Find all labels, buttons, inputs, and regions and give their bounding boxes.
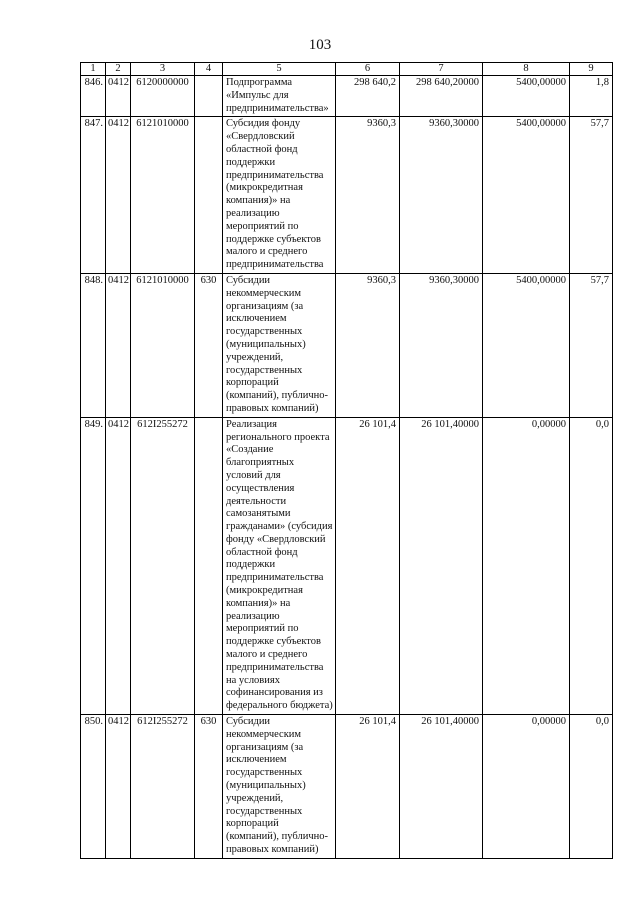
item-name: Субсидия фонду «Свердловский областной фонд поддержки предпринимательства (микрокредитная компания)» на реализацию мероприятий по поддержке субъектов малого и среднего предпринимательства bbox=[223, 117, 336, 274]
column-header: 5 bbox=[223, 63, 336, 76]
column-header: 6 bbox=[336, 63, 400, 76]
section-code: 0412 bbox=[106, 715, 131, 859]
execution-percent: 57,7 bbox=[570, 273, 613, 417]
column-header: 1 bbox=[81, 63, 106, 76]
target-article-code: 612I255272 bbox=[131, 715, 195, 859]
table-row bbox=[81, 273, 613, 417]
row-number: 848. bbox=[81, 273, 106, 417]
approved-amount: 26 101,4 bbox=[336, 715, 400, 859]
planned-amount: 9360,30000 bbox=[400, 273, 483, 417]
target-article-code: 6121010000 bbox=[131, 117, 195, 274]
table-row bbox=[81, 117, 613, 274]
header-row bbox=[81, 63, 613, 76]
column-header: 9 bbox=[570, 63, 613, 76]
row-number: 850. bbox=[81, 715, 106, 859]
budget-table bbox=[80, 62, 613, 859]
planned-amount: 26 101,40000 bbox=[400, 715, 483, 859]
expense-type-code: 630 bbox=[195, 273, 223, 417]
table-row bbox=[81, 417, 613, 714]
executed-amount: 5400,00000 bbox=[483, 117, 570, 274]
approved-amount: 298 640,2 bbox=[336, 76, 400, 117]
executed-amount: 0,00000 bbox=[483, 417, 570, 714]
execution-percent: 0,0 bbox=[570, 417, 613, 714]
section-code: 0412 bbox=[106, 117, 131, 274]
table-row bbox=[81, 715, 613, 859]
execution-percent: 57,7 bbox=[570, 117, 613, 274]
section-code: 0412 bbox=[106, 417, 131, 714]
column-header: 7 bbox=[400, 63, 483, 76]
row-number: 849. bbox=[81, 417, 106, 714]
item-name: Реализация регионального проекта «Создание благоприятных условий для осуществления деятельности самозанятыми гражданами» (субсидия фонду «Свердловский областной фонд поддержки предпринимательства (микрокредитная компания)» на реализацию мероприятий по поддержке субъектов малого и среднего предпринимательства на условиях софинансирования из федерального бюджета) bbox=[223, 417, 336, 714]
column-header: 8 bbox=[483, 63, 570, 76]
item-name: Подпрограмма «Импульс для предпринимательства» bbox=[223, 76, 336, 117]
item-name: Субсидии некоммерческим организациям (за исключением государственных (муниципальных) учреждений, государственных корпораций (компаний), публично-правовых компаний) bbox=[223, 715, 336, 859]
expense-type-code bbox=[195, 417, 223, 714]
column-header: 4 bbox=[195, 63, 223, 76]
executed-amount: 5400,00000 bbox=[483, 273, 570, 417]
section-code: 0412 bbox=[106, 273, 131, 417]
expense-type-code bbox=[195, 76, 223, 117]
row-number: 846. bbox=[81, 76, 106, 117]
executed-amount: 0,00000 bbox=[483, 715, 570, 859]
execution-percent: 1,8 bbox=[570, 76, 613, 117]
approved-amount: 9360,3 bbox=[336, 273, 400, 417]
expense-type-code: 630 bbox=[195, 715, 223, 859]
planned-amount: 298 640,20000 bbox=[400, 76, 483, 117]
item-name: Субсидии некоммерческим организациям (за исключением государственных (муниципальных) учреждений, государственных корпораций (компаний), публично-правовых компаний) bbox=[223, 273, 336, 417]
column-header: 2 bbox=[106, 63, 131, 76]
planned-amount: 9360,30000 bbox=[400, 117, 483, 274]
execution-percent: 0,0 bbox=[570, 715, 613, 859]
approved-amount: 9360,3 bbox=[336, 117, 400, 274]
approved-amount: 26 101,4 bbox=[336, 417, 400, 714]
expense-type-code bbox=[195, 117, 223, 274]
row-number: 847. bbox=[81, 117, 106, 274]
target-article-code: 612I255272 bbox=[131, 417, 195, 714]
target-article-code: 6120000000 bbox=[131, 76, 195, 117]
target-article-code: 6121010000 bbox=[131, 273, 195, 417]
table-row bbox=[81, 76, 613, 117]
executed-amount: 5400,00000 bbox=[483, 76, 570, 117]
column-header: 3 bbox=[131, 63, 195, 76]
planned-amount: 26 101,40000 bbox=[400, 417, 483, 714]
section-code: 0412 bbox=[106, 76, 131, 117]
page-number: 103 bbox=[308, 37, 332, 53]
